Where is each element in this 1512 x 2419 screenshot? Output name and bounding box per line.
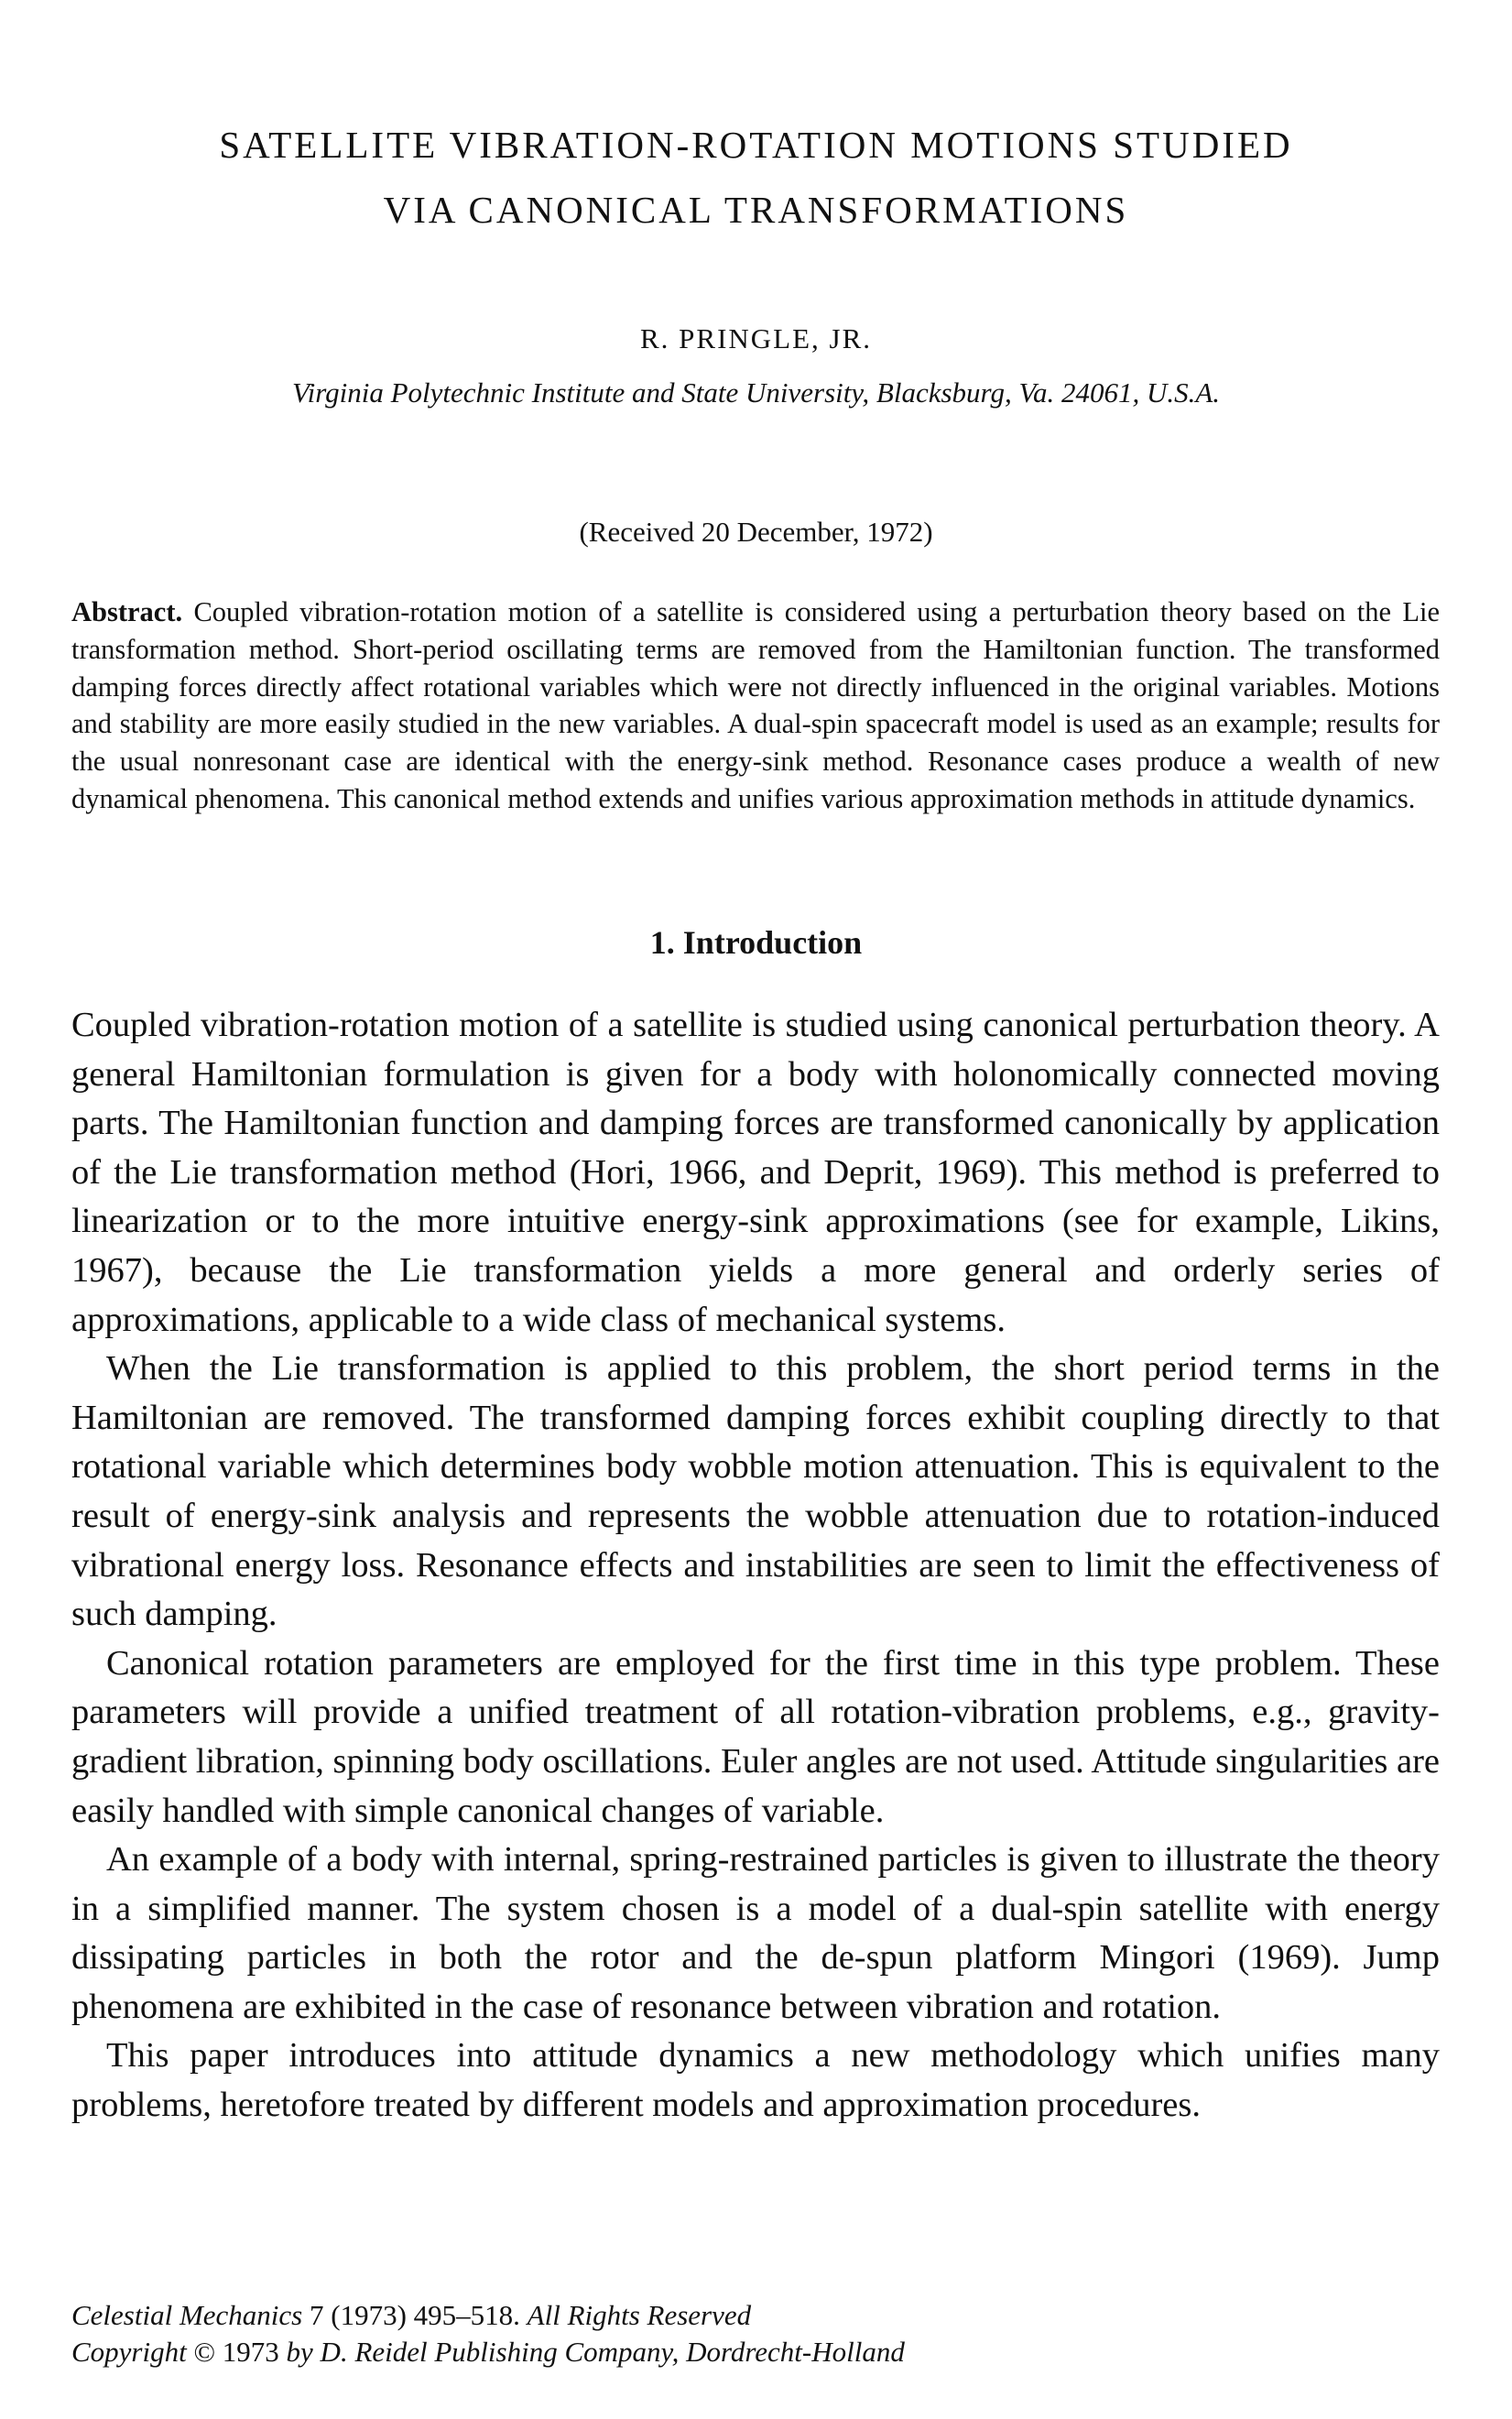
author-affiliation: Virginia Polytechnic Institute and State University, Blacksburg, Va. 24061, U.S.A.: [291, 376, 1221, 409]
body-paragraph-2: When the Lie transformation is applied to this problem, the short period terms in the Hamiltonian are removed. The transformed damping forces exhibit coupling directly to that rotational variable which determines body wobble motion attenuation. This is equivalent to the result of energy-sink analysis and represents the wobble attenuation due to rotation-induced vibrational energy loss. Resonance effects and instabilities are seen to limit the effectiveness of such damping.: [71, 1349, 1440, 1634]
introduction-body: [71, 1001, 1440, 2130]
paper-title-line-2: VIA CANONICAL TRANSFORMATIONS: [383, 189, 1129, 231]
journal-name: Celestial Mechanics: [71, 2299, 303, 2331]
abstract-text: Coupled vibration-rotation motion of a satellite is considered using a perturbation theory based on the Lie transformation method. Short-period oscillating terms are removed from the Hamiltonian function. The transformed damping forces directly affect rotational variables which were not directly influenced in the original variables. Motions and stability are more easily studied in the new variables. A dual-spin spacecraft model is used as an example; results for the usual nonresonant case are identical with the energy-sink method. Resonance cases produce a wealth of new dynamical phenomena. This canonical method extends and unifies various approximation methods in attitude dynamics.: [71, 596, 1440, 814]
received-date: (Received 20 December, 1972): [579, 516, 933, 548]
body-paragraph-3: Canonical rotation parameters are employed for the first time in this type problem. These parameters will provide a unified treatment of all rotation-vibration problems, e.g., gravity-gradient libration, spinning body oscillations. Euler angles are not used. Attitude singularities are easily handled with simple canonical changes of variable.: [71, 1643, 1440, 1830]
publisher: by D. Reidel Publishing Company, Dordrecht-Holland: [278, 2336, 905, 2368]
section-heading-introduction: 1. Introduction: [649, 924, 863, 961]
abstract-label: Abstract.: [71, 596, 183, 627]
rights-statement: All Rights Reserved: [527, 2299, 752, 2331]
paper-title-line-1: SATELLITE VIBRATION-ROTATION MOTIONS STUDIED: [219, 124, 1293, 166]
body-paragraph-1: Coupled vibration-rotation motion of a satellite is studied using canonical perturbation theory. A general Hamiltonian formulation is given for a body with holonomically connected moving parts. The Hamiltonian function and damping forces are transformed canonically by application of the Lie transformation method (Hori, 1966, and Deprit, 1969). This method is preferred to linearization or to the more intuitive energy-sink approximations (see for example, Likins, 1967), because the Lie transformation yields a more general and orderly series of approximations, applicable to a wide class of mechanical systems.: [71, 1006, 1440, 1339]
copyright-year: 1973: [222, 2336, 279, 2368]
copyright-label: Copyright: [71, 2336, 187, 2368]
page-footer: [71, 2297, 1440, 2370]
author-name: R. PRINGLE, JR.: [639, 322, 873, 354]
footer-copyright-line: [71, 2334, 1440, 2370]
abstract: [71, 594, 1440, 818]
footer-citation-line: [71, 2297, 1440, 2334]
body-paragraph-4: An example of a body with internal, spring-restrained particles is given to illustrate the theory in a simplified manner. The system chosen is a model of a dual-spin satellite with energy dissipating particles in both the rotor and the de-spun platform Mingori (1969). Jump phenomena are exhibited in the case of resonance between vibration and rotation.: [71, 1840, 1440, 2026]
copyright-symbol: ©: [186, 2336, 223, 2368]
body-paragraph-5: This paper introduces into attitude dynamics a new methodology which unifies many problems, heretofore treated by different models and approximation procedures.: [71, 2036, 1440, 2125]
journal-citation: 7 (1973) 495–518.: [302, 2299, 528, 2331]
